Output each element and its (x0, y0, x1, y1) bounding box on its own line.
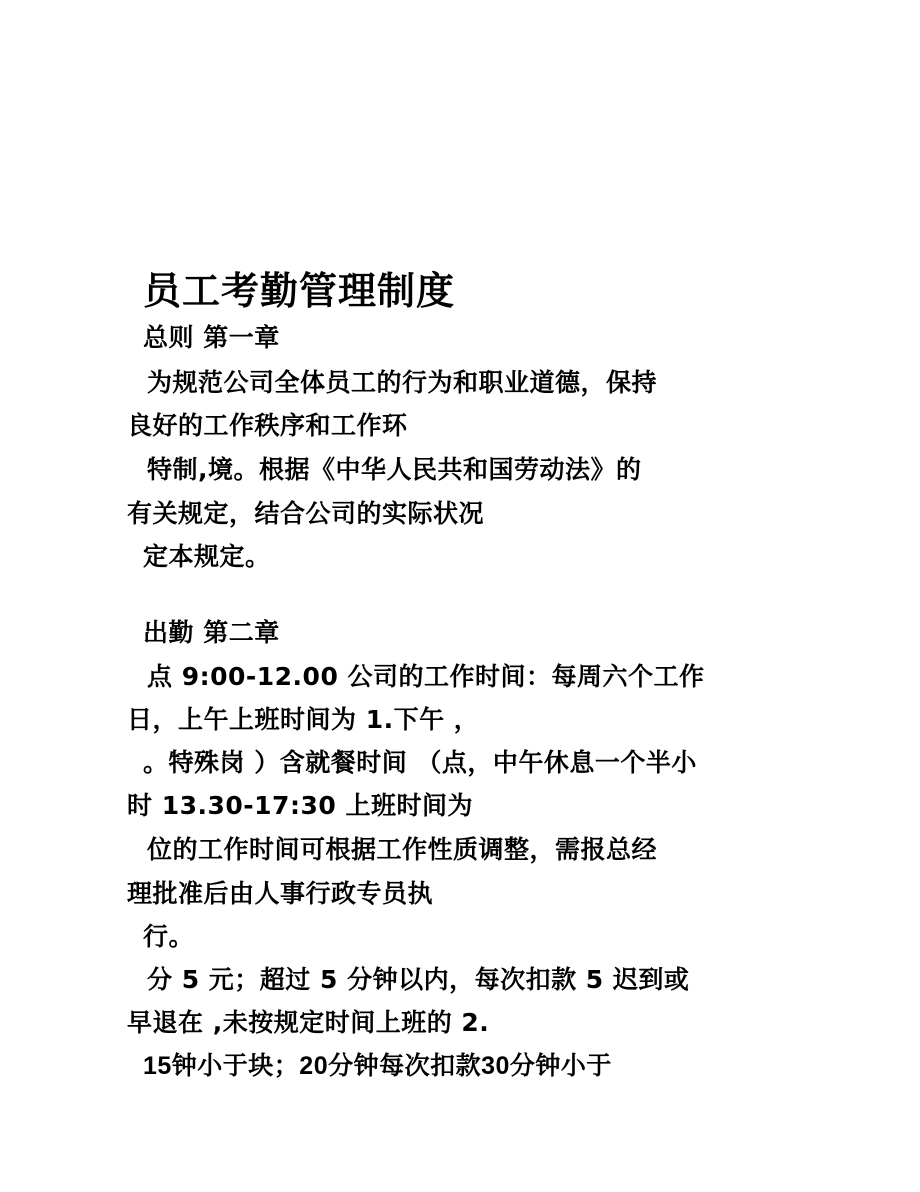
text-line: 理批准后由人事行政专员执 (127, 879, 434, 908)
text-line: 良好的工作秩序和工作环 (127, 411, 408, 440)
text-line: 点 9:00-12.00 公司的工作时间：每周六个工作 (147, 662, 705, 691)
text-line: 行。 (143, 922, 195, 951)
text-line: 15钟小于块；20分钟每次扣款30分钟小于 (143, 1052, 612, 1080)
text-line: 位的工作时间可根据工作性质调整，需报总经 (147, 835, 658, 864)
text-line: 分 5 元；超过 5 分钟以内，每次扣款 5 迟到或 (147, 965, 690, 994)
text-line: 时 13.30-17:30 上班时间为 (127, 791, 473, 820)
text-line-chapter-1-heading: 总则 第一章 (143, 323, 280, 352)
text-line-chapter-2-heading: 出勤 第二章 (143, 618, 280, 647)
text-line: 早退在 ,未按规定时间上班的 2. (127, 1008, 490, 1037)
document-title: 员工考勤管理制度 (143, 269, 456, 313)
text-line: 为规范公司全体员工的行为和职业道德，保持 (147, 368, 658, 397)
text-line: 日，上午上班时间为 1.下午 ， (127, 705, 480, 734)
text-line: 特制,境。根据《中华人民共和国劳动法》的 (147, 455, 642, 484)
text-line: 。特殊岗 ）含就餐时间 （点，中午休息一个半小 (143, 748, 697, 777)
text-line: 定本规定。 (143, 542, 271, 571)
text-line: 有关规定，结合公司的实际状况 (127, 499, 485, 528)
